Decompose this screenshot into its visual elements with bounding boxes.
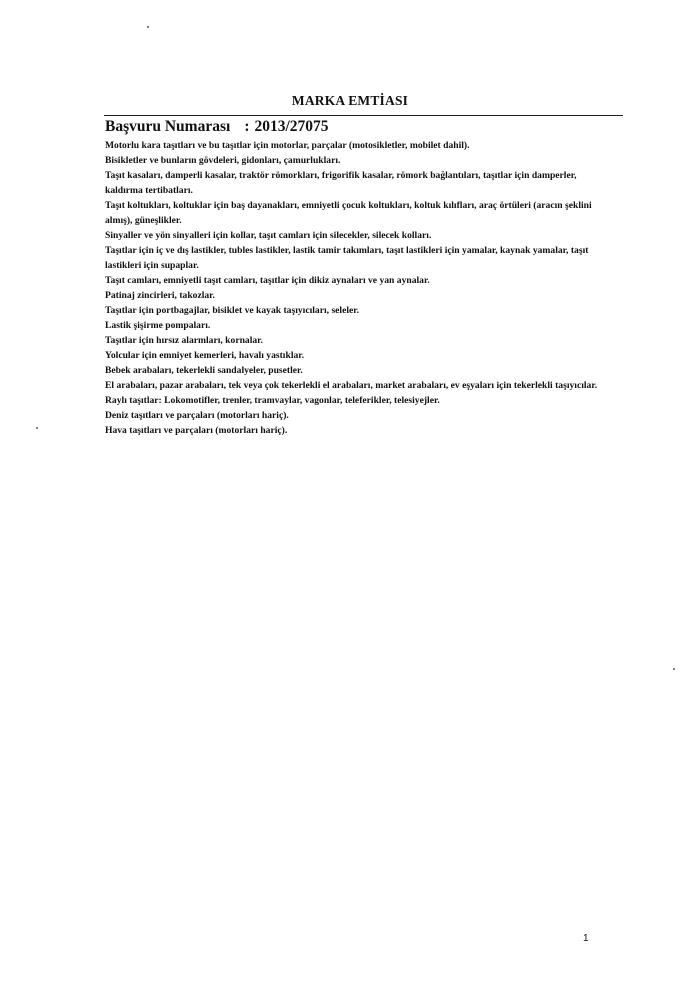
goods-item: Taşıt koltukları, koltuklar için baş dayanakları, emniyetli çocuk koltukları, koltuk kılıfları, araç örtüleri (aracın şeklini almış), güneşlikler. [105,200,592,226]
goods-item: Bebek arabaları, tekerlekli sandalyeler, pusetler. [105,365,303,376]
goods-item: Bisikletler ve bunların gövdeleri, gidonları, çamurlukları. [105,155,341,166]
goods-item: Hava taşıtları ve parçaları (motorları hariç). [105,425,288,436]
document-title: MARKA EMTİASI [291,93,409,108]
goods-list [105,138,600,438]
goods-item: Taşıt kasaları, damperli kasalar, traktör römorkları, frigorifik kasalar, römork bağlantıları, taşıtlar için damperler, kaldırma tertibatları. [105,170,577,196]
goods-item: El arabaları, pazar arabaları, tek veya çok tekerlekli el arabaları, market arabaları, ev eşyaları için tekerlekli taşıyıcılar. [105,380,598,391]
title-divider [104,115,623,116]
goods-item: Yolcular için emniyet kemerleri, havalı yastıklar. [105,350,305,361]
application-number-value: 2013/27075 [254,118,329,135]
goods-item: Motorlu kara taşıtları ve bu taşıtlar için motorlar, parçalar (motosikletler, mobilet dahil). [105,140,470,151]
application-number-separator: : [244,118,250,135]
scan-speck [147,26,149,28]
page-number: 1 [583,933,589,944]
scan-speck [36,427,38,429]
application-number-label: Başvuru Numarası [105,118,231,135]
goods-item: Taşıtlar için iç ve dış lastikler, tubles lastikler, lastik tamir takımları, taşıt lastikleri için yamalar, kaynak yamalar, taşıt lastikleri için supaplar. [105,245,589,271]
goods-item: Deniz taşıtları ve parçaları (motorları hariç). [105,410,289,421]
scan-speck [673,668,675,670]
goods-item: Taşıtlar için portbagajlar, bisiklet ve kayak taşıyıcıları, seleler. [105,305,360,316]
goods-item: Patinaj zincirleri, takozlar. [105,290,215,301]
goods-item: Taşıtlar için hırsız alarmları, kornalar. [105,335,263,346]
goods-item: Taşıt camları, emniyetli taşıt camları, taşıtlar için dikiz aynaları ve yan aynalar. [105,275,430,286]
goods-item: Lastik şişirme pompaları. [105,320,211,331]
application-number-line [105,118,329,136]
goods-item: Raylı taşıtlar: Lokomotifler, trenler, tramvaylar, vagonlar, teleferikler, telesiyejler. [105,395,440,406]
goods-item: Sinyaller ve yön sinyalleri için kollar, taşıt camları için silecekler, silecek kolları. [105,230,432,241]
